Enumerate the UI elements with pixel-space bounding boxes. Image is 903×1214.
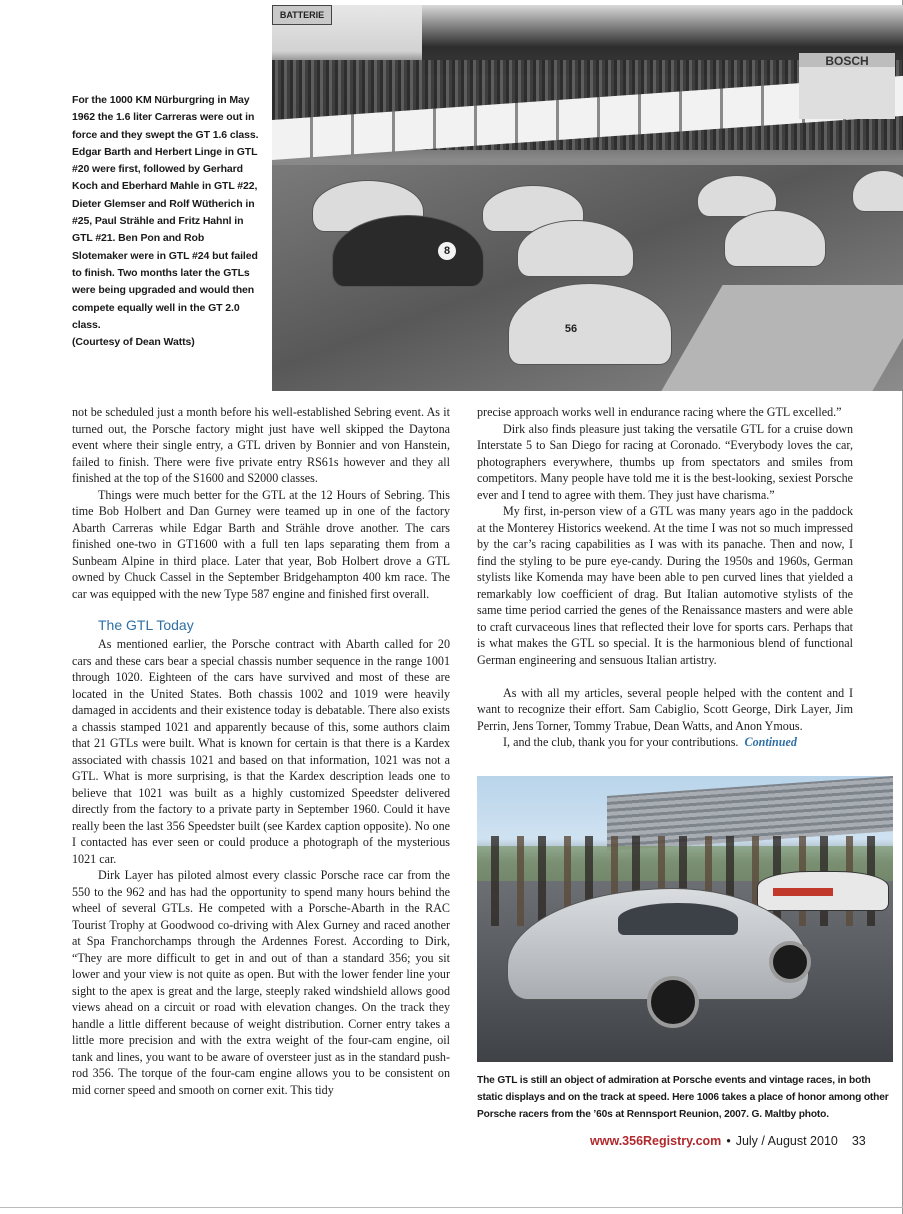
page-number: 33 (851, 1134, 866, 1148)
photo-gtl-window (618, 903, 738, 935)
page-bottom-line (0, 1207, 903, 1208)
body-paragraph: My first, in-person view of a GTL was many years ago in the paddock at the Monterey Historics weekend. At the time I was not so much impressed by the car’s racing capabilities as I was with its panache. Then and now, I find the styling to be pure eye-candy. During the 1950s and 1960s, German stylists like Komenda may have been able to pen curved lines that yielded a remarkably low coefficient of drag. But Italian automotive stylists of the same time period carried the genes of the Renaissance masters and were able to craft curvaceous lines that reflected their love for sports cars. Perhaps that is what makes the GTL so special. It is the harmonious blend of functional German engineering and sensuous Italian artistry. (477, 504, 853, 667)
body-paragraph: Things were much better for the GTL at the 12 Hours of Sebring. This time Bob Holbert and Dan Gurney were teamed up in one of the factory Abarth Carreras while Edgar Barth and Strähle drove another. The cars finished one-two in GT1600 with a full ten laps separating them from a Sunbeam Alpine in third place. Later that year, Bob Holbert drove a GTL owned by Chuck Cassel in the September Bridgehampton 400 km race. The car was equipped with the new Type 587 engine and finished first overall. (72, 487, 450, 601)
race-photo-caption-text: For the 1000 KM Nürburgring in May 1962 the 1.6 liter Carreras were out in force and they swept the GT 1.6 class. Edgar Barth and Herbert Linge in GTL #20 were first, followed by Gerhard Koch and Eberhard Mahle in GTL #22, Dieter Glemser and Rolf Wütherich in #25, Paul Strähle and Fritz Hahnl in GTL #21. Ben Pon and Rob Slotemaker were in GTL #24 but failed to finish. Two months later the GTLs were being upgraded and would then compete equally well in the GT 2.0 class. (72, 94, 259, 331)
body-paragraph: Dirk Layer has piloted almost every classic Porsche race car from the 550 to the 962 and has had the opportunity to spend many hours behind the wheel of several GTLs. He competed with a Porsche-Abarth in the RAC Tourist Trophy at Goodwood co-driving with Alex Gurney and raced another at Spa Franchorchamps through the Ardennes Forest. According to Dirk, “They are more difficult to get in and out of than a standard 356; you sit lower and your view is not quite as open. But with the lower fender line your sight to the apex is great and the large, steeply raked windshield allows good views ahead on a circuit or road with elevation changes. On the track they handle a little different because of weight distribution. Corner entry takes a little more precision and with the extra weight of the four-cam engine, oil tank and lines, you want to be aware of oversteer just as in the standard push-rod 356. The torque of the four-cam engine allows you to be consistent on mid corner speed and smooth on corner exit. This tidy (72, 868, 450, 1097)
footer-issue-date: July / August 2010 (735, 1134, 838, 1148)
gtl-photo-caption-text: The GTL is still an object of admiration at Porsche events and vintage races, in both static displays and on the track at speed. Here 1006 takes a place of honor among other Porsche racers from the ’60s at Rennsport Reunion, 2007. G. Maltby photo. (477, 1075, 889, 1120)
page-footer (590, 1134, 865, 1148)
continued-link[interactable]: Continued (744, 735, 797, 749)
section-heading: The GTL Today (98, 617, 194, 633)
article-left-column (72, 404, 450, 1098)
body-paragraph: As mentioned earlier, the Porsche contract with Abarth called for 20 cars and these cars bear a special chassis number sequence in the range 1001 through 1020. Eighteen of the cars have survived and most of these are located in the United States. Both chassis 1002 and 1019 were heavily damaged in accidents and their existence today is debatable. There also exists a chassis stamped 1021 and apparently because of this, some authors claim that 21 GTLs were built. What is known for certain is that there is a Kardex associated with chassis 1021 and based on that information, 1021 was not a GTL. What is more surprising, is that the Kardex description leads one to believe that 1021 was built as a highly customized Speedster delivered directly from the factory to a private party in September 1960. Could it have really been the last 356 Speedster built (see Kardex caption opposite). No one I contacted has ever seen or could produce a photograph of the mysterious 1021 car. (72, 637, 450, 866)
photo-bosch-banner: BOSCH (825, 54, 869, 68)
footer-url[interactable]: www.356Registry.com (590, 1134, 722, 1148)
photo-race-car (757, 871, 889, 911)
footer-bullet: • (726, 1134, 731, 1148)
race-start-photo (272, 5, 903, 391)
race-photo-caption (72, 92, 260, 351)
closing-paragraph (477, 734, 853, 751)
body-paragraph: As with all my articles, several people helped with the content and I want to recognize their effort. Sam Cabiglio, Scott George, Dirk Layer, Jim Perrin, Jens Torner, Tommy Trabue, Dean Watts, and Anon Ymous. (477, 685, 853, 733)
body-paragraph: precise approach works well in endurance racing where the GTL excelled.” (477, 405, 842, 419)
gtl-photo-caption (477, 1072, 897, 1123)
race-car-number: 8 (438, 242, 456, 260)
closing-text: I, and the club, thank you for your contributions. (503, 735, 739, 749)
photo-gtl-wheel (769, 941, 811, 983)
photo-sign-text: BATTERIE (279, 10, 325, 20)
gtl-rennsport-photo (477, 776, 893, 1062)
photo-gtl-wheel (647, 976, 699, 1028)
photo-sign (272, 5, 332, 25)
photo-bosch-building (799, 53, 895, 119)
body-paragraph: not be scheduled just a month before his well-established Sebring event. As it turned out, the Porsche factory might just have well skipped the Daytona event where their single entry, a GTL driven by Bonnier and von Hanstein, failed to finish. There were five private entry RS61s however and they all finished at the top of the S1600 and S2000 classes. (72, 405, 450, 485)
race-photo-caption-credit: (Courtesy of Dean Watts) (72, 336, 195, 349)
body-paragraph: Dirk also finds pleasure just taking the versatile GTL for a cruise down Interstate 5 to San Diego for racing at Coronado. “Everybody loves the car, photographers everywhere, thumbs up from spectators and smiles from competitors. Many people have told me it is the best-looking, sexiest Porsche ever and I tend to agree with them. They just have charisma.” (477, 421, 853, 502)
race-car-number: 56 (564, 323, 578, 335)
article-right-column (477, 404, 853, 751)
